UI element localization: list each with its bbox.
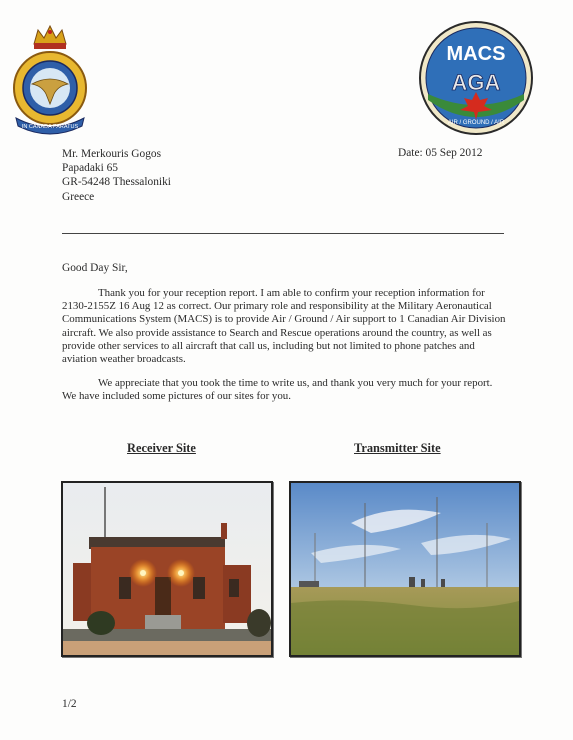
transmitter-site-photo <box>289 481 521 657</box>
receiver-site-caption: Receiver Site <box>127 441 196 455</box>
body-paragraph-1: Thank you for your reception report. I am able to confirm your reception information for 2130-2155Z 16 Aug 12 as correct. Our primary role and responsibility at the Military Aeronautical Communications System (MACS) is to provide Air / Ground / Air support to 1 Canadian Air Division aircraft. We also provide assistance to Search and Rescue operations around the country, as well as provide other services to all aircraft that call us, including but not limited to phone patches and aviation weather broadcasts. <box>62 287 506 366</box>
macs-aga-badge-icon <box>418 20 534 136</box>
recipient-country: Greece <box>62 190 95 203</box>
greeting: Good Day Sir, <box>62 262 128 274</box>
rcaf-crest-icon <box>10 24 90 136</box>
divider <box>62 233 504 234</box>
transmitter-site-caption: Transmitter Site <box>354 441 441 455</box>
crest-motto: IN CANADA PARATUS <box>21 124 79 130</box>
recipient-address <box>62 147 171 204</box>
badge-ring-text: AIR / GROUND / AIR <box>447 120 505 126</box>
body-paragraph-2: We appreciate that you took the time to write us, and thank you very much for your report. We have included some pictures of our sites for you. <box>62 377 493 403</box>
badge-text-macs: MACS <box>446 43 506 65</box>
page-number: 1/2 <box>62 698 77 710</box>
recipient-city: GR-54248 Thessaloniki <box>62 176 171 189</box>
letter-date: Date: 05 Sep 2012 <box>398 147 483 159</box>
badge-text-aga: AGA <box>451 70 501 95</box>
recipient-street: Papadaki 65 <box>62 162 118 175</box>
receiver-site-photo <box>61 481 273 657</box>
recipient-name: Mr. Merkouris Gogos <box>62 148 162 160</box>
